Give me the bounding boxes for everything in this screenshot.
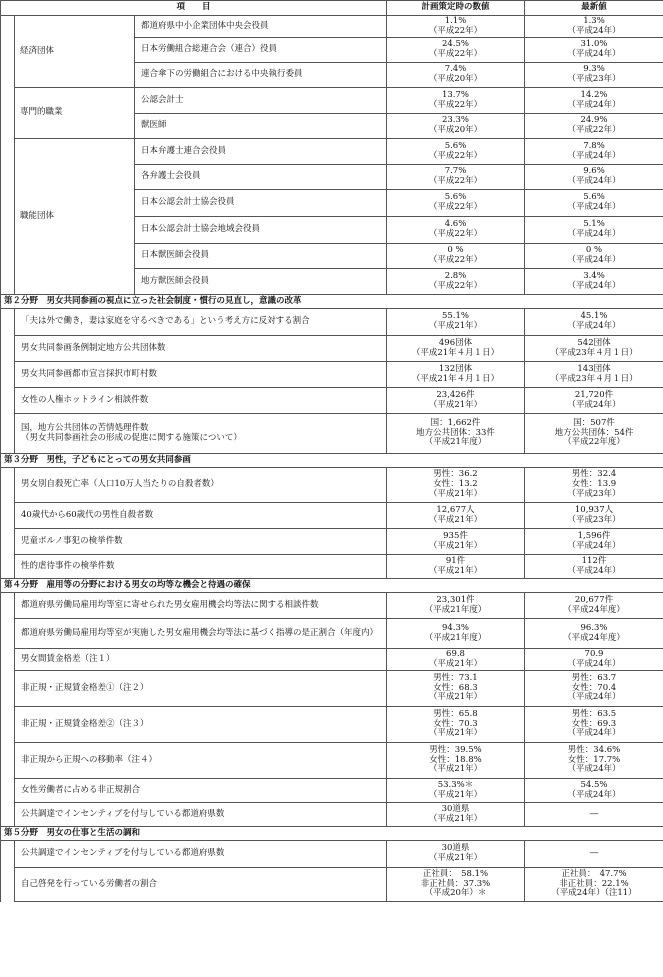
row-plan-value: 23,426件 （平成21年） <box>387 388 525 414</box>
table-row <box>1 555 663 579</box>
indent-cell <box>1 139 15 295</box>
row-latest-value: 男性：63.7 女性：70.4 （平成24年） <box>525 671 663 707</box>
row-latest-value: 男性：34.6% 女性：17.7% （平成24年） <box>525 743 663 779</box>
row-latest-value: ― <box>525 803 663 827</box>
row-latest-value: 70.9 （平成24年） <box>525 649 663 671</box>
row-plan-value: 935件 （平成21年） <box>387 529 525 555</box>
row-item: 女性の人権ホットライン相談件数 <box>15 388 387 414</box>
row-plan-value: 国：1,662件 地方公共団体：33件 （平成21年度） <box>387 414 525 454</box>
section-title: 第２分野 男女共同参画の視点に立った社会制度・慣行の見直し，意識の改革 <box>1 295 663 309</box>
row-item: 自己啓発を行っている労働者の割合 <box>15 868 387 902</box>
row-latest-value: 542団体 （平成23年４月１日） <box>525 336 663 362</box>
row-item: 公認会計士 <box>135 88 387 114</box>
indent-cell <box>1 841 15 902</box>
category-label: 専門的職業 <box>15 88 135 139</box>
row-item: 男女共同参画条例制定地方公共団体数 <box>15 336 387 362</box>
row-item: 児童ポルノ事犯の検挙件数 <box>15 529 387 555</box>
table-row <box>1 503 663 529</box>
row-latest-value: 1,596件 （平成24年） <box>525 529 663 555</box>
row-latest-value: 男性：32.4 女性：13.9 （平成23年） <box>525 468 663 503</box>
table-row <box>1 468 663 503</box>
table-row <box>1 779 663 803</box>
indent-cell <box>1 88 15 139</box>
row-latest-value: ― <box>525 841 663 868</box>
row-plan-value: 91件 （平成21年） <box>387 555 525 579</box>
row-plan-value: 132団体 （平成21年４月１日） <box>387 362 525 388</box>
row-item: 都道府県労働局雇用均等室に寄せられた男女雇用機会均等法に関する相談件数 <box>15 593 387 619</box>
table-row <box>1 88 663 114</box>
row-plan-value: 55.1% （平成21年） <box>387 309 525 336</box>
row-latest-value: 31.0% （平成24年） <box>525 38 663 63</box>
row-latest-value: 0 % （平成24年） <box>525 244 663 269</box>
row-plan-value: 男性：73.1 女性：68.3 （平成21年） <box>387 671 525 707</box>
row-item: 各弁護士会役員 <box>135 165 387 190</box>
row-plan-value: 4.6% （平成22年） <box>387 217 525 244</box>
row-plan-value: 5.6% （平成22年） <box>387 190 525 217</box>
table-row <box>1 649 663 671</box>
row-latest-value: 3.4% （平成24年） <box>525 269 663 295</box>
section-title: 第４分野 雇用等の分野における男女の均等な機会と待遇の確保 <box>1 579 663 593</box>
row-latest-value: 5.6% （平成24年） <box>525 190 663 217</box>
row-latest-value: 国：507件 地方公共団体：54件 （平成22年度） <box>525 414 663 454</box>
section-header <box>1 579 663 593</box>
row-plan-value: 正社員： 58.1% 非正社員：37.3% （平成20年）＊ <box>387 868 525 902</box>
row-item: 連合傘下の労働組合における中央執行委員 <box>135 63 387 88</box>
row-latest-value: 9.3% （平成23年） <box>525 63 663 88</box>
row-item: 40歳代から60歳代の男性自殺者数 <box>15 503 387 529</box>
header-plan-value: 計画策定時の数値 <box>387 1 525 16</box>
row-plan-value: 男性：36.2 女性：13.2 （平成21年） <box>387 468 525 503</box>
row-latest-value: 143団体 （平成23年４月１日） <box>525 362 663 388</box>
row-item: 男女共同参画都市宣言採択市町村数 <box>15 362 387 388</box>
row-plan-value: 496団体 （平成21年４月１日） <box>387 336 525 362</box>
row-latest-value: 21,720件 （平成24年） <box>525 388 663 414</box>
row-plan-value: 2.8% （平成22年） <box>387 269 525 295</box>
table-row <box>1 388 663 414</box>
row-plan-value: 30道県 （平成21年） <box>387 841 525 868</box>
indent-cell <box>1 468 15 579</box>
row-item: 日本公認会計士協会役員 <box>135 190 387 217</box>
row-latest-value: 7.8% （平成24年） <box>525 139 663 165</box>
section-header <box>1 827 663 841</box>
table-row <box>1 593 663 619</box>
row-plan-value: 5.6% （平成22年） <box>387 139 525 165</box>
section-header <box>1 295 663 309</box>
table-row <box>1 707 663 743</box>
category-label: 経済団体 <box>15 16 135 88</box>
row-item: 男女間賃金格差（注１） <box>15 649 387 671</box>
table-row <box>1 336 663 362</box>
section-title: 第５分野 男女の仕事と生活の調和 <box>1 827 663 841</box>
header-item: 項 目 <box>1 1 387 16</box>
row-plan-value: 94.3% （平成21年度） <box>387 619 525 649</box>
row-item: 日本労働組合総連合会（連合）役員 <box>135 38 387 63</box>
row-plan-value: 1.1% （平成22年） <box>387 16 525 38</box>
row-plan-value: 69.8 （平成21年） <box>387 649 525 671</box>
table-row <box>1 743 663 779</box>
row-item: 公共調達でインセンティブを付与している都道府県数 <box>15 841 387 868</box>
section-header <box>1 454 663 468</box>
row-latest-value: 正社員： 47.7% 非正社員：22.1% （平成24年）（注11） <box>525 868 663 902</box>
table-row <box>1 16 663 38</box>
table-row <box>1 671 663 707</box>
row-item: 日本弁護士連合会役員 <box>135 139 387 165</box>
row-latest-value: 54.5% （平成24年） <box>525 779 663 803</box>
row-plan-value: 30道県 （平成21年） <box>387 803 525 827</box>
row-latest-value: 9.6% （平成24年） <box>525 165 663 190</box>
row-item: 非正規から正規への移動率（注４） <box>15 743 387 779</box>
indent-cell <box>1 593 15 827</box>
table-row <box>1 619 663 649</box>
row-plan-value: 男性：65.8 女性：70.3 （平成21年） <box>387 707 525 743</box>
table-header <box>1 1 663 16</box>
row-item: 女性労働者に占める非正規割合 <box>15 779 387 803</box>
table-row <box>1 139 663 165</box>
row-item: 国，地方公共団体の苦情処理件数 （男女共同参画社会の形成の促進に関する施策について） <box>15 414 387 454</box>
row-latest-value: 10,937人 （平成23年） <box>525 503 663 529</box>
row-item: 男女別自殺死亡率（人口10万人当たりの自殺者数） <box>15 468 387 503</box>
row-plan-value: 7.4% （平成20年） <box>387 63 525 88</box>
row-latest-value: 20,677件 （平成24年度） <box>525 593 663 619</box>
table-row <box>1 803 663 827</box>
header-latest-value: 最新値 <box>525 1 663 16</box>
table-row <box>1 362 663 388</box>
section-title: 第３分野 男性，子どもにとっての男女共同参画 <box>1 454 663 468</box>
row-plan-value: 23,301件 （平成21年度） <box>387 593 525 619</box>
row-latest-value: 1.3% （平成24年） <box>525 16 663 38</box>
row-latest-value: 男性：63.5 女性：69.3 （平成24年） <box>525 707 663 743</box>
row-item: 都道府県労働局雇用均等室が実施した男女雇用機会均等法に基づく指導の是正割合（年度内） <box>15 619 387 649</box>
row-item: 日本獣医師会役員 <box>135 244 387 269</box>
row-plan-value: 7.7% （平成22年） <box>387 165 525 190</box>
row-plan-value: 53.3%＊ （平成21年） <box>387 779 525 803</box>
row-item: 地方獣医師会役員 <box>135 269 387 295</box>
row-item: 獣医師 <box>135 114 387 139</box>
row-latest-value: 5.1% （平成24年） <box>525 217 663 244</box>
row-plan-value: 23.3% （平成20年） <box>387 114 525 139</box>
row-plan-value: 12,677人 （平成21年） <box>387 503 525 529</box>
row-plan-value: 13.7% （平成22年） <box>387 88 525 114</box>
table-row <box>1 529 663 555</box>
row-plan-value: 0 % （平成22年） <box>387 244 525 269</box>
row-item: 日本公認会計士協会地域会役員 <box>135 217 387 244</box>
table-row <box>1 868 663 902</box>
row-latest-value: 14.2% （平成24年） <box>525 88 663 114</box>
row-item: 都道府県中小企業団体中央会役員 <box>135 16 387 38</box>
table-row <box>1 309 663 336</box>
row-latest-value: 112件 （平成24年） <box>525 555 663 579</box>
row-latest-value: 45.1% （平成24年） <box>525 309 663 336</box>
row-item: 公共調達でインセンティブを付与している都道府県数 <box>15 803 387 827</box>
category-label: 職能団体 <box>15 139 135 295</box>
row-item: 「夫は外で働き，妻は家庭を守るべきである」という考え方に反対する割合 <box>15 309 387 336</box>
row-latest-value: 24.9% （平成22年） <box>525 114 663 139</box>
indent-cell <box>1 16 15 88</box>
row-plan-value: 24.5% （平成22年） <box>387 38 525 63</box>
row-item: 非正規・正規賃金格差①（注２） <box>15 671 387 707</box>
row-item: 非正規・正規賃金格差②（注３） <box>15 707 387 743</box>
indent-cell <box>1 309 15 454</box>
row-item: 性的虐待事件の検挙件数 <box>15 555 387 579</box>
row-latest-value: 96.3% （平成24年度） <box>525 619 663 649</box>
table-row <box>1 414 663 454</box>
table-row <box>1 841 663 868</box>
row-plan-value: 男性：39.5% 女性：18.8% （平成21年） <box>387 743 525 779</box>
